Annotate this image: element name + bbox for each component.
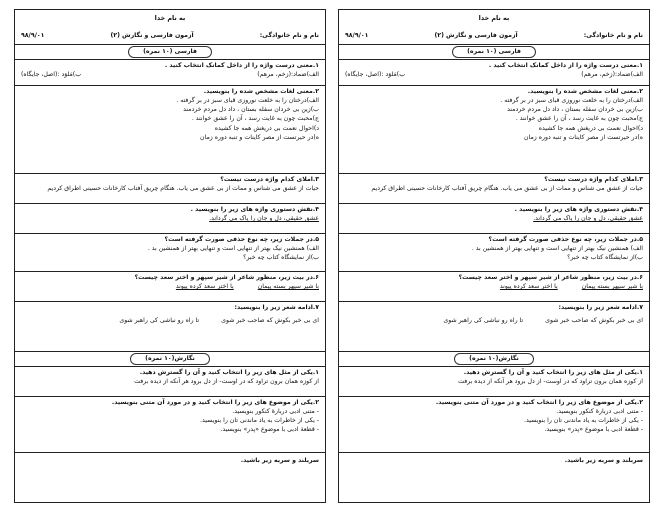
option-a: الف) همنشین نیک بهتر از تنهایی است و تنهایی بهتر از همنشین بد . (147, 245, 319, 253)
exam-sheet-right (338, 9, 650, 503)
question-title: ۳.املای کدام واژه درست نیست؟ (544, 176, 643, 183)
question-6 (15, 272, 325, 302)
question-2 (339, 86, 649, 174)
writing-section-bar (339, 352, 649, 367)
exam-title: آزمون فارسی و نگارش (۲) (434, 32, 518, 39)
question-text: حیات از عشق می شناس و ممات از بی عشق می یاب. هنگام چریق آفتاب کارخانات حسینی اطراق کردیم (371, 185, 643, 193)
sheet-header (339, 10, 649, 45)
list-item: ب)زین بی خردان سفله بستان ، داد دل مردم خردمند (507, 106, 643, 114)
question-2 (15, 86, 325, 174)
list-item: ج)محبت چون به غایت رسد ، آن را عشق خوانند . (191, 115, 319, 123)
closing-message: سربلند و سربه زیر باشید. (240, 457, 319, 464)
writing-question-2 (339, 397, 649, 453)
question-text: از کوزه همان برون تراود که در اوست- از دل برود هر آنکه از دیده برفت (134, 378, 319, 386)
option-b: ب)مَلوَد :(اصل، جایگاه) (21, 71, 82, 79)
name-label: نام و نام خانوادگی: (259, 32, 319, 39)
question-text: از کوزه همان برون تراود که در اوست- از دل برود هر آنکه از دیده برفت (458, 378, 643, 386)
question-1 (15, 60, 325, 86)
option-b: ب)از نمایشگاه کتاب چه خبر؟ (567, 254, 643, 262)
question-title: ۴.نقش دستوری واژه های زیر را بنویسید . (514, 206, 643, 213)
verse-left: تا راه رو نباشی کی راهبر شوی (119, 317, 200, 325)
question-5 (339, 234, 649, 272)
exam-date: ۹۸/۹/۰۱ (21, 32, 45, 39)
question-title: ۱.یکی از مثل های زیر را انتخاب کنید و آن را گسترش دهید. (139, 369, 319, 376)
question-4 (339, 204, 649, 234)
farsi-section-bar (15, 45, 325, 60)
question-title: ۲.معنی لغات مشخص شده را بنویسید. (527, 88, 643, 95)
question-5 (15, 234, 325, 272)
bismillah: به نام خدا (154, 14, 186, 22)
header-row (21, 32, 319, 39)
list-item: د)احوال نعمت بی دریغش همه جا کشیده (214, 124, 319, 132)
option-b: ب)از نمایشگاه کتاب چه خبر؟ (243, 254, 319, 262)
verse-right: ای بی خبر بکوش که صاحب خبر شوی (545, 317, 643, 325)
list-item: ه)در حیرتست از مصر کاینات و تنبه دوره زمان (524, 133, 643, 141)
list-item: - متنی ادبی دربارهٔ کنکور بنویسید. (556, 408, 643, 416)
question-title: ۷.ادامه شعر زیر را بنویسید: (234, 304, 319, 311)
writing-question-1 (339, 367, 649, 397)
name-label: نام و نام خانوادگی: (583, 32, 643, 39)
list-item: - قطعهٔ ادبی با موضوع «پدر» بنویسید. (544, 426, 643, 434)
question-3 (15, 174, 325, 204)
verse-left: تا راه رو نباشی کی راهبر شوی (443, 317, 524, 325)
list-item: الف)درختان را به خلعت نوروزی قبای سبز در بر گرفته . (176, 97, 319, 105)
question-title: ۷.ادامه شعر زیر را بنویسید: (558, 304, 643, 311)
list-item: - یکی از خاطرات به یاد ماندنی تان را بنویسید. (200, 417, 319, 425)
question-title: ۲.معنی لغات مشخص شده را بنویسید. (203, 88, 319, 95)
question-6 (339, 272, 649, 302)
question-title: ۵.در جملات زیر، چه نوع حذفی صورت گرفته است؟ (164, 236, 319, 243)
list-item: - قطعهٔ ادبی با موضوع «پدر» بنویسید. (220, 426, 319, 434)
question-7 (339, 302, 649, 352)
verse (345, 283, 643, 290)
farsi-section-bar (339, 45, 649, 60)
exam-title: آزمون فارسی و نگارش (۲) (110, 32, 194, 39)
question-title: ۱.معنی درست واژه را از داخل کمانک انتخاب کنید . (164, 62, 319, 69)
question-title: ۲.یکی از موضوع های زیر را انتخاب کنید و در مورد آن متنی بنویسید. (111, 399, 319, 406)
closing-message: سربلند و سربه زیر باشید. (564, 457, 643, 464)
farsi-section-title: فارسی (۱۰ نمره) (452, 46, 536, 57)
sheet-header (15, 10, 325, 45)
question-text: عشق حقیقی، دل و جان را پاک می گرداند. (209, 215, 319, 223)
question-options (21, 71, 319, 78)
list-item: ج)محبت چون به غایت رسد ، آن را عشق خوانند . (515, 115, 643, 123)
question-title: ۱.معنی درست واژه را از داخل کمانک انتخاب کنید . (488, 62, 643, 69)
question-title: ۵.در جملات زیر، چه نوع حذفی صورت گرفته است؟ (488, 236, 643, 243)
writing-question-1 (15, 367, 325, 397)
question-title: ۱.یکی از مثل های زیر را انتخاب کنید و آن را گسترش دهید. (463, 369, 643, 376)
option-b: ب)مَلوَد :(اصل، جایگاه) (345, 71, 406, 79)
question-4 (15, 204, 325, 234)
list-item: د)احوال نعمت بی دریغش همه جا کشیده (538, 124, 643, 132)
list-item: ه)در حیرتست از مصر کاینات و تنبه دوره زمان (200, 133, 319, 141)
verse-left: با اختر سعد کرده پیوند (499, 283, 558, 291)
question-title: ۲.یکی از موضوع های زیر را انتخاب کنید و در مورد آن متنی بنویسید. (435, 399, 643, 406)
farsi-section-title: فارسی (۱۰ نمره) (128, 46, 212, 57)
exam-sheet-left (14, 9, 326, 503)
option-a: الف)ضماد:(زخم، مرهم) (257, 71, 319, 79)
question-7 (15, 302, 325, 352)
verse-right: با شیر سپهر بسته پیمان (581, 283, 643, 291)
option-a: الف) همنشین نیک بهتر از تنهایی است و تنهایی بهتر از همنشین بد . (471, 245, 643, 253)
verse (345, 317, 643, 324)
question-text: حیات از عشق می شناس و ممات از بی عشق می یاب. هنگام چریق آفتاب کارخانات حسینی اطراق کردیم (47, 185, 319, 193)
exam-date: ۹۸/۹/۰۱ (345, 32, 369, 39)
question-3 (339, 174, 649, 204)
writing-section-title: نگارش(۱۰ نمره) (454, 353, 534, 364)
writing-question-2 (15, 397, 325, 453)
verse (21, 317, 319, 324)
writing-section-title: نگارش(۱۰ نمره) (130, 353, 210, 364)
verse-right: ای بی خبر بکوش که صاحب خبر شوی (221, 317, 319, 325)
question-title: ۶.در بیت زیر، منظور شاعر از شیر سپهر و اختر سعد چیست؟ (458, 274, 643, 281)
writing-section-bar (15, 352, 325, 367)
bismillah: به نام خدا (478, 14, 510, 22)
question-title: ۶.در بیت زیر، منظور شاعر از شیر سپهر و اختر سعد چیست؟ (134, 274, 319, 281)
verse-left: با اختر سعد کرده پیوند (175, 283, 234, 291)
list-item: - متنی ادبی دربارهٔ کنکور بنویسید. (232, 408, 319, 416)
question-options (345, 71, 643, 78)
list-item: - یکی از خاطرات به یاد ماندنی تان را بنویسید. (524, 417, 643, 425)
option-a: الف)ضماد:(زخم، مرهم) (581, 71, 643, 79)
question-text: عشق حقیقی، دل و جان را پاک می گرداند. (533, 215, 643, 223)
list-item: الف)درختان را به خلعت نوروزی قبای سبز در بر گرفته . (500, 97, 643, 105)
question-title: ۳.املای کدام واژه درست نیست؟ (220, 176, 319, 183)
verse (21, 283, 319, 290)
question-1 (339, 60, 649, 86)
header-row (345, 32, 643, 39)
question-title: ۴.نقش دستوری واژه های زیر را بنویسید . (190, 206, 319, 213)
verse-right: با شیر سپهر بسته پیمان (257, 283, 319, 291)
list-item: ب)زین بی خردان سفله بستان ، داد دل مردم خردمند (183, 106, 319, 114)
